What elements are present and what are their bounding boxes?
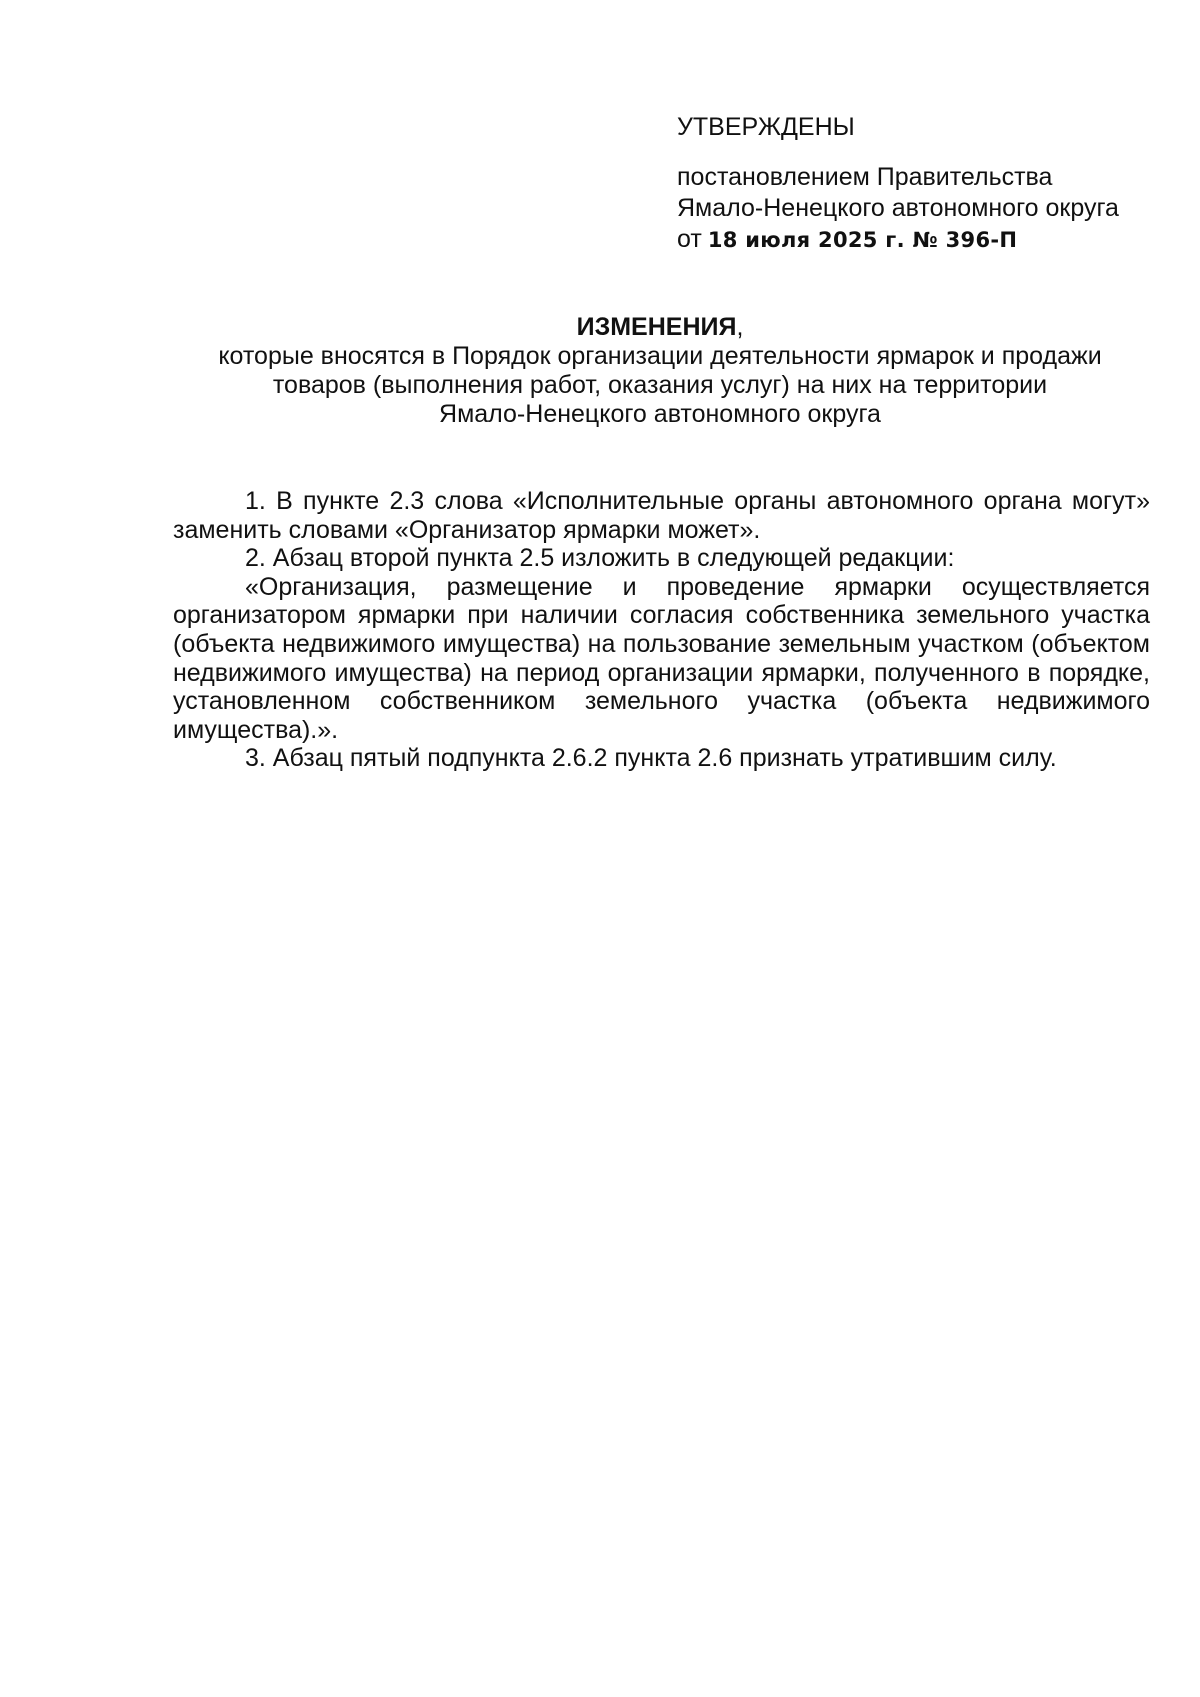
- paragraph-4: 3. Абзац пятый подпункта 2.6.2 пункта 2.6 признать утратившим силу.: [245, 744, 1057, 773]
- heading-line-2: товаров (выполнения работ, оказания услуг) на них на территории: [272, 371, 1048, 399]
- heading-title: ИЗМЕНЕНИЯ: [576, 313, 737, 341]
- approval-date-number: 18 июля 2025 г. № 396-П: [707, 228, 1018, 252]
- paragraph-3: «Организация, размещение и проведение ярмарки осуществляется организатором ярмарки при наличии согласия собственника земельного участка (объекта недвижимого имущества) на пользование земельным участком (объектом недвижимого имущества) на период организации ярмарки, полученного в порядке, установленном собственником земельного участка (объекта недвижимого имущества).».: [173, 572, 1150, 744]
- approval-date-line: [677, 224, 1157, 256]
- approval-line-1: постановлением Правительства: [677, 163, 1053, 191]
- paragraph-1: 1. В пункте 2.3 слова «Исполнительные органы автономного органа могут» заменить словами «Организатор ярмарки может».: [173, 487, 1150, 544]
- document-heading: [160, 313, 1160, 429]
- approved-label: УТВЕРЖДЕНЫ: [677, 113, 855, 141]
- heading-line-1: которые вносятся в Порядок организации деятельности ярмарок и продажи: [218, 342, 1102, 370]
- paragraph-2: 2. Абзац второй пункта 2.5 изложить в следующей редакции:: [245, 544, 955, 573]
- document-body: [173, 487, 1150, 773]
- approval-from: от: [677, 225, 702, 253]
- approval-line-2: Ямало-Ненецкого автономного округа: [677, 194, 1119, 222]
- heading-line-3: Ямало-Ненецкого автономного округа: [439, 400, 881, 428]
- heading-title-suffix: ,: [736, 313, 744, 341]
- approval-block: [677, 112, 1157, 256]
- heading-title-line: [160, 313, 1160, 342]
